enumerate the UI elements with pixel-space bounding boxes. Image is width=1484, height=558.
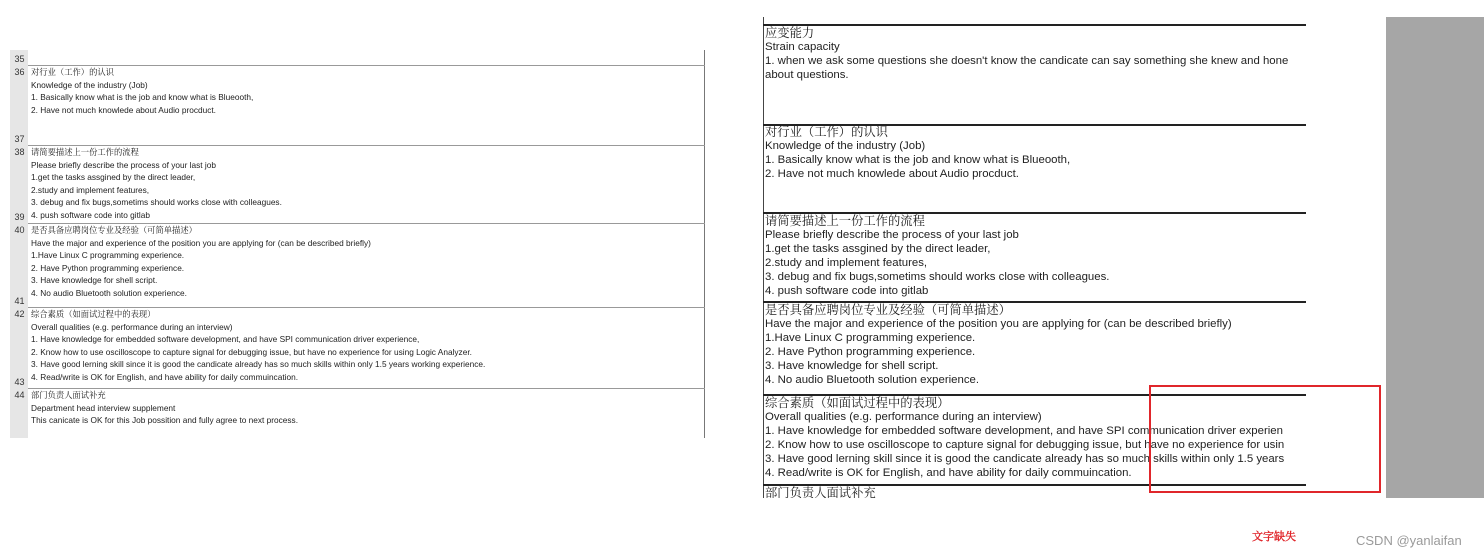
cell-line: 2. Have not much knowlede about Audio procduct. xyxy=(31,104,216,115)
cell-overall-qualities[interactable] xyxy=(31,308,691,384)
cell-industry-knowledge[interactable] xyxy=(765,125,1306,181)
cell-heading: 部门负责人面试补充 xyxy=(765,486,876,498)
row-number[interactable]: 40 xyxy=(14,225,25,235)
cell-line: 1.get the tasks assgined by the direct leader, xyxy=(31,172,196,183)
missing-text-annotation: 文字缺失 xyxy=(1252,531,1296,543)
cell-line: 4. Read/write is OK for English, and have ability for daily commuincation. xyxy=(765,467,1132,479)
cell-line: 3. Have good lerning skill since it is good the candicate already has so much skills within only 1.5 years working experience. xyxy=(31,359,486,370)
cell-line: Please briefly describe the process of your last job xyxy=(765,229,1019,241)
cell-line: Overall qualities (e.g. performance during an interview) xyxy=(31,321,233,332)
cell-last-job-process[interactable] xyxy=(765,214,1306,298)
cell-line: 4. push software code into gitlab xyxy=(31,209,150,220)
cell-line: 3. Have knowledge for shell script. xyxy=(765,360,939,372)
cell-line: about questions. xyxy=(765,69,849,81)
row-number[interactable]: 36 xyxy=(14,67,25,77)
cell-heading: 请简要描述上一份工作的流程 xyxy=(31,147,139,157)
cell-line: Please briefly describe the process of your last job xyxy=(31,159,216,170)
row-number[interactable]: 42 xyxy=(14,309,25,319)
cell-line: 3. debug and fix bugs,sometims should works close with colleagues. xyxy=(765,271,1110,283)
cell-line: 2. Know how to use oscilloscope to capture signal for debugging issue, but have no experience for using Logic Analyzer. xyxy=(31,346,472,357)
row-number[interactable]: 44 xyxy=(14,390,25,400)
cell-line: Have the major and experience of the position you are applying for (can be described briefly) xyxy=(765,318,1232,330)
cell-heading: 部门负责人面试补充 xyxy=(31,390,106,400)
cell-left-border xyxy=(763,17,764,498)
cell-heading: 应变能力 xyxy=(765,26,815,40)
cell-line: 2. Know how to use oscilloscope to capture signal for debugging issue, but have no experience for usin xyxy=(765,439,1285,451)
row-number[interactable]: 35 xyxy=(14,54,25,64)
cell-line: Knowledge of the industry (Job) xyxy=(31,79,148,90)
csdn-watermark: CSDN @yanlaifan xyxy=(1356,533,1462,548)
cell-line: 2. Have not much knowlede about Audio procduct. xyxy=(765,168,1019,180)
cell-line: Overall qualities (e.g. performance during an interview) xyxy=(765,411,1042,423)
cell-line: 3. Have knowledge for shell script. xyxy=(31,275,158,286)
left-spreadsheet-view xyxy=(10,50,706,438)
cell-line: 2. Have Python programming experience. xyxy=(765,346,976,358)
cell-line: 1.Have Linux C programming experience. xyxy=(765,332,976,344)
row-number[interactable]: 43 xyxy=(14,377,25,387)
cell-major-experience[interactable] xyxy=(765,303,1306,387)
row-number[interactable]: 39 xyxy=(14,212,25,222)
cell-line: 1. Have knowledge for embedded software development, and have SPI communication driver experience, xyxy=(31,334,420,345)
right-zoomed-view xyxy=(711,17,1484,498)
cell-heading: 对行业（工作）的认识 xyxy=(765,125,888,139)
cell-major-experience[interactable] xyxy=(31,224,691,300)
cell-line: Department head interview supplement xyxy=(31,402,176,413)
cell-line: 4. No audio Bluetooth solution experience. xyxy=(765,374,980,386)
cell-heading: 对行业（工作）的认识 xyxy=(31,67,114,77)
row-number[interactable]: 38 xyxy=(14,147,25,157)
cell-line: 1.get the tasks assgined by the direct leader, xyxy=(765,243,991,255)
cell-line: 1.Have Linux C programming experience. xyxy=(31,250,185,261)
cell-department-head-supplement[interactable] xyxy=(31,389,691,427)
row-number[interactable]: 41 xyxy=(14,296,25,306)
cell-line: Knowledge of the industry (Job) xyxy=(765,140,926,152)
cell-last-job-process[interactable] xyxy=(31,146,691,222)
cell-industry-knowledge[interactable] xyxy=(31,66,691,116)
cell-line: 2.study and implement features, xyxy=(765,257,928,269)
row-number[interactable]: 37 xyxy=(14,134,25,144)
cell-line: 1. Basically know what is the job and know what is Blueooth, xyxy=(765,154,1071,166)
cell-line: Have the major and experience of the position you are applying for (can be described briefly) xyxy=(31,237,371,248)
cell-line: This canicate is OK for this Job possition and fully agree to next process. xyxy=(31,415,299,426)
cell-heading: 请简要描述上一份工作的流程 xyxy=(765,214,925,228)
cell-heading: 是否具备应聘岗位专业及经验（可简单描述） xyxy=(31,225,197,235)
cell-strain-capacity[interactable] xyxy=(765,26,1306,82)
cell-line: 3. Have good lerning skill since it is good the candicate already has so much skills within only 1.5 years xyxy=(765,453,1285,465)
cell-heading: 是否具备应聘岗位专业及经验（可简单描述） xyxy=(765,303,1011,317)
cell-heading: 综合素质（如面试过程中的表现） xyxy=(765,396,950,410)
cell-heading: 综合素质（如面试过程中的表现） xyxy=(31,309,156,319)
cell-line: 4. No audio Bluetooth solution experience. xyxy=(31,287,187,298)
cell-line: Strain capacity xyxy=(765,41,840,53)
cell-line: 2. Have Python programming experience. xyxy=(31,262,185,273)
cell-line: 3. debug and fix bugs,sometims should works close with colleagues. xyxy=(31,197,282,208)
gray-margin xyxy=(1386,17,1484,498)
column-border xyxy=(704,50,705,438)
missing-text-highlight-box xyxy=(1149,385,1381,493)
cell-line: 4. Read/write is OK for English, and have ability for daily commuincation. xyxy=(31,371,299,382)
cell-line: 4. push software code into gitlab xyxy=(765,285,929,297)
cell-line: 1. Basically know what is the job and know what is Blueooth, xyxy=(31,92,254,103)
cell-line: 1. Have knowledge for embedded software development, and have SPI communication driver experien xyxy=(765,425,1283,437)
cell-line: 2.study and implement features, xyxy=(31,184,150,195)
cell-line: 1. when we ask some questions she doesn't know the candicate can say something she knew and hone xyxy=(765,55,1289,67)
